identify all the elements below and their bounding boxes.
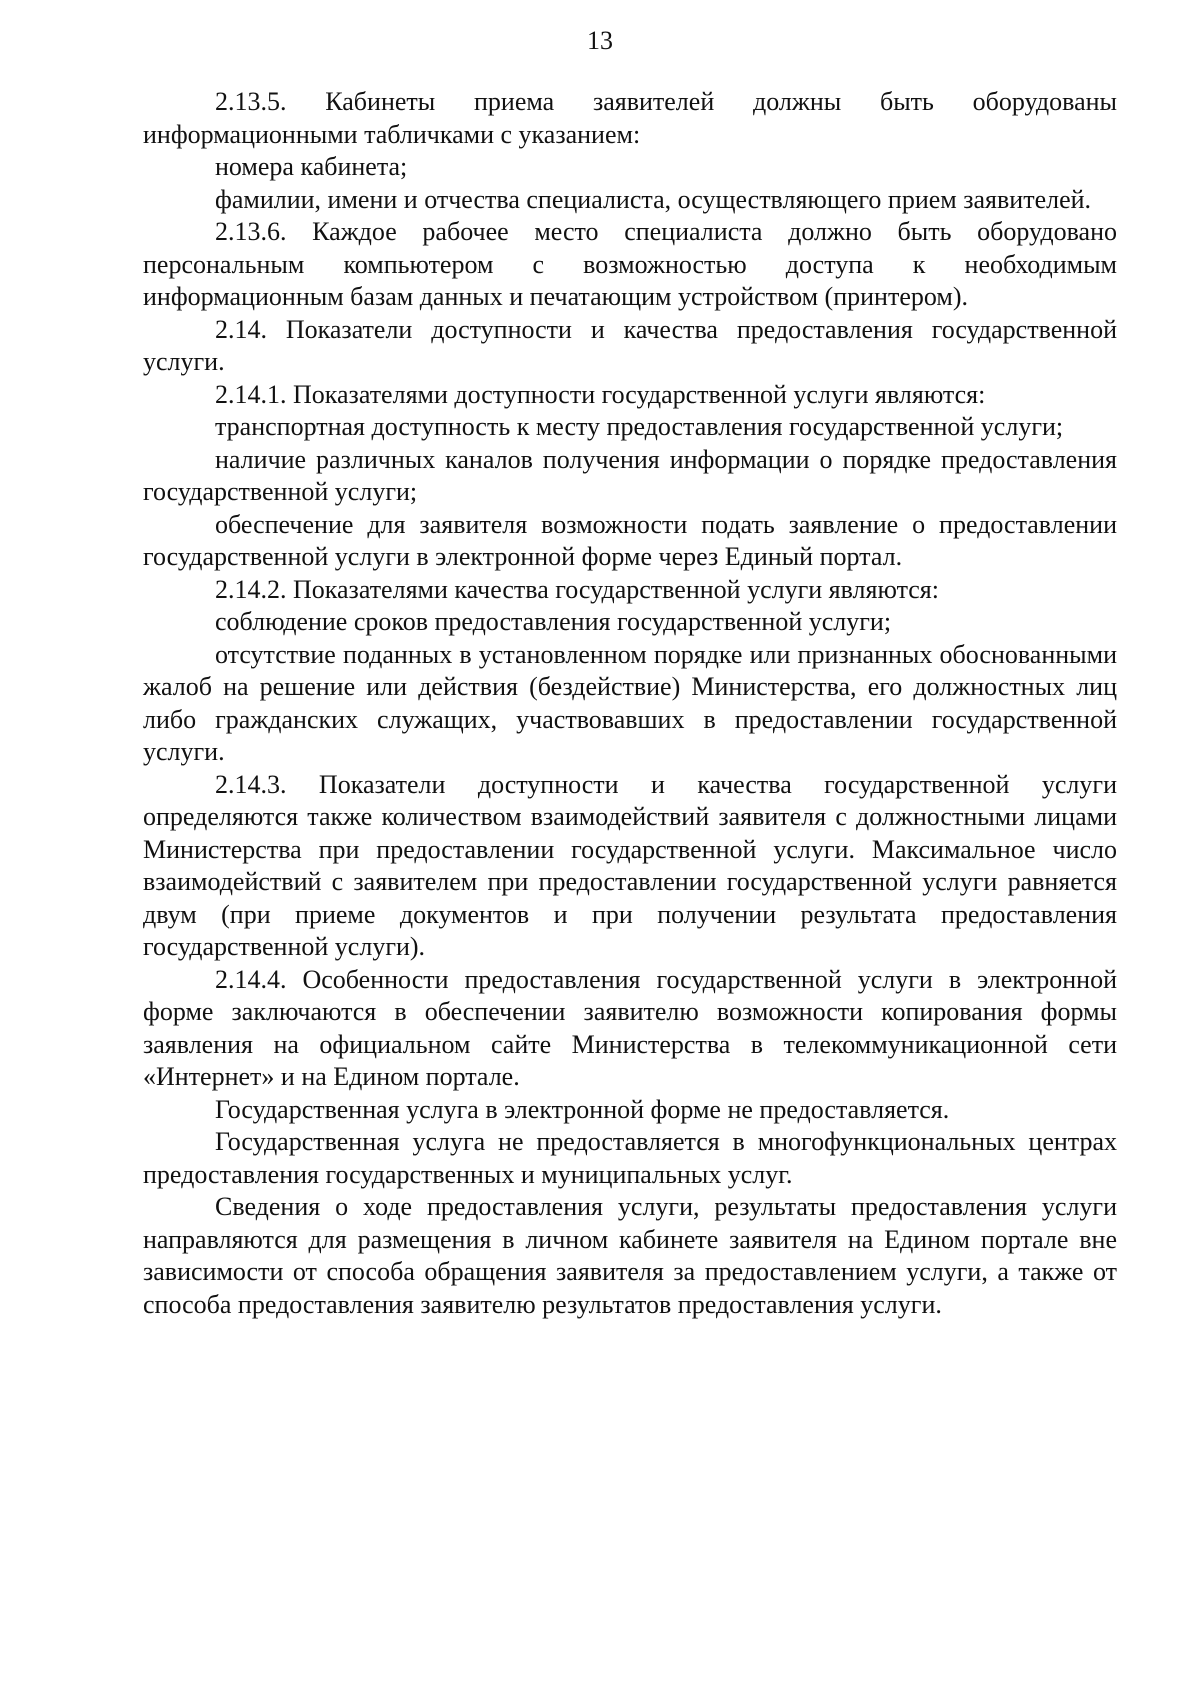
paragraph-2-13-6: 2.13.6. Каждое рабочее место специалиста должно быть оборудовано персональным компьютером с возможностью доступа к необходимым информационным базам данных и печатающим устройством (принтером). [143,217,1117,311]
list-item-specialist-name: фамилии, имени и отчества специалиста, осуществляющего прием заявителей. [215,184,1092,214]
section-heading-2-14: 2.14. Показатели доступности и качества предоставления государственной услуги. [143,314,1117,376]
list-item-transport-accessibility: транспортная доступность к месту предоставления государственной услуги; [215,412,1064,441]
list-item-electronic-application: обеспечение для заявителя возможности подать заявление о предоставлении государственной услуги в электронной форме через Единый портал. [143,509,1117,571]
paragraph-no-mfc-service: Государственная услуга не предоставляется в многофункциональных центрах предоставления государственных и муниципальных услуг. [143,1127,1117,1189]
paragraph-service-progress-info: Сведения о ходе предоставления услуги, результаты предоставления услуги направляются для размещения в личном кабинете заявителя на Едином портале вне зависимости от способа обращения заявителя за предоставлением услуги, а также от способа предоставления заявителю результатов предоставления услуги. [143,1192,1117,1319]
paragraph-2-14-2: 2.14.2. Показателями качества государственной услуги являются: [215,574,939,604]
list-item-no-complaints: отсутствие поданных в установленном порядке или признанных обоснованными жалоб на решение или действия (бездействие) Министерства, его должностных лиц либо гражданских служащих, участвовавших в предоставлении государственной услуги. [143,639,1117,766]
page-number: 13 [587,26,613,55]
list-item-cabinet-number: номера кабинета; [215,152,408,181]
paragraph-2-14-3: 2.14.3. Показатели доступности и качества государственной услуги определяются также количеством взаимодействий заявителя с должностными лицами Министерства при предоставлении государственной услуги. Максимальное число взаимодействий с заявителем при предоставлении государственной услуги равняется двум (при приеме документов и при получении результата предоставления государственной услуги). [143,769,1117,961]
paragraph-2-14-1: 2.14.1. Показателями доступности государственной услуги являются: [215,379,986,409]
list-item-information-channels: наличие различных каналов получения информации о порядке предоставления государственной услуги; [143,444,1117,506]
paragraph-no-electronic-service: Государственная услуга в электронной форме не предоставляется. [215,1094,950,1124]
paragraph-2-14-4: 2.14.4. Особенности предоставления государственной услуги в электронной форме заключаются в обеспечении заявителю возможности копирования формы заявления на официальном сайте Министерства в телекоммуникационной сети «Интернет» и на Едином портале. [143,964,1117,1091]
document-body [143,86,1117,1321]
list-item-deadlines: соблюдение сроков предоставления государственной услуги; [215,607,892,636]
paragraph-2-13-5: 2.13.5. Кабинеты приема заявителей должны быть оборудованы информационными табличками с указанием: [143,87,1117,149]
